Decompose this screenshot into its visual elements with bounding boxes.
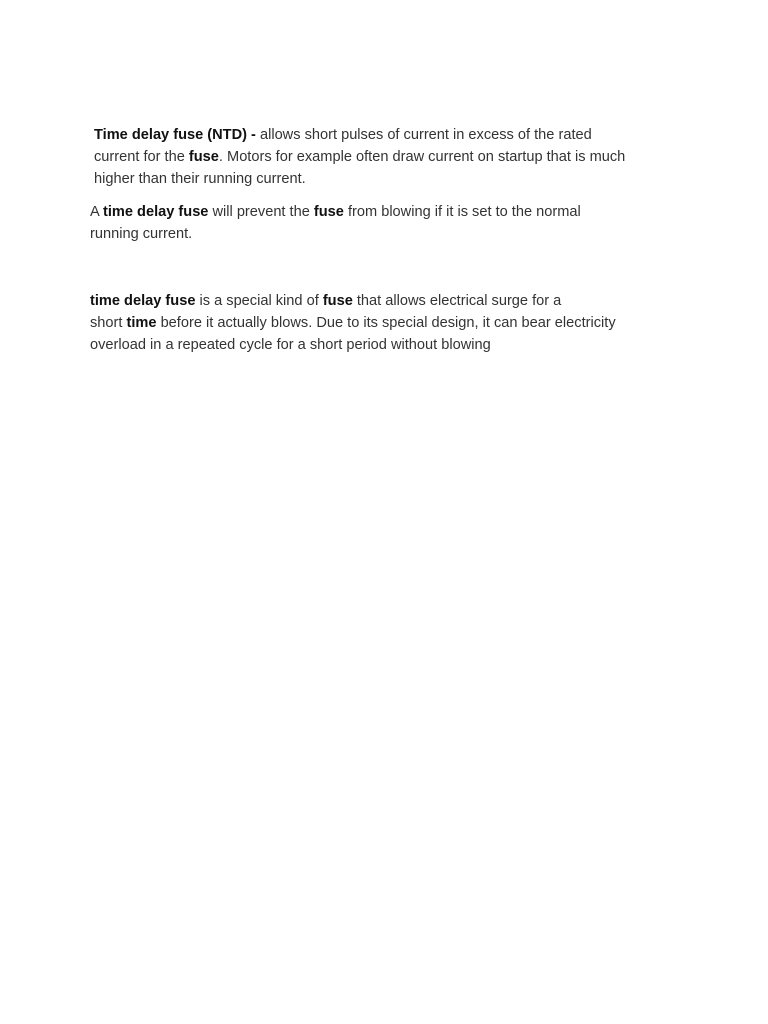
text-line bbox=[90, 312, 616, 334]
bold-term: fuse bbox=[322, 293, 353, 309]
text-line bbox=[90, 201, 581, 223]
text-line bbox=[94, 146, 625, 168]
text-run: current for the bbox=[94, 149, 189, 165]
paragraph-definition bbox=[94, 124, 625, 190]
text-line bbox=[94, 168, 625, 190]
text-run: overload in a repeated cycle for a short period without blowing bbox=[90, 337, 491, 353]
bold-term: fuse bbox=[188, 149, 219, 165]
text-run: is a special kind of bbox=[195, 293, 323, 309]
text-run: allows short pulses of current in excess of the rated bbox=[259, 127, 592, 143]
text-run: A bbox=[90, 204, 103, 220]
paragraph-prevention bbox=[90, 201, 581, 245]
text-run: before it actually blows. Due to its special design, it can bear electricity bbox=[156, 315, 616, 331]
text-line bbox=[90, 334, 616, 356]
text-line bbox=[90, 290, 616, 312]
text-run: that allows electrical surge for a bbox=[352, 293, 562, 309]
text-line bbox=[90, 223, 581, 245]
bold-term: time delay fuse bbox=[102, 204, 209, 220]
text-run: higher than their running current. bbox=[94, 171, 306, 187]
text-line bbox=[94, 124, 625, 146]
text-run: short bbox=[90, 315, 127, 331]
text-run: running current. bbox=[90, 226, 193, 242]
text-run: will prevent the bbox=[208, 204, 314, 220]
paragraph-special-kind bbox=[90, 290, 616, 356]
text-run: . Motors for example often draw current on startup that is much bbox=[218, 149, 626, 165]
text-run: from blowing if it is set to the normal bbox=[343, 204, 581, 220]
bold-term: time delay fuse bbox=[90, 293, 196, 309]
bold-term: Time delay fuse (NTD) - bbox=[94, 127, 260, 143]
bold-term: time bbox=[126, 315, 157, 331]
bold-term: fuse bbox=[313, 204, 344, 220]
